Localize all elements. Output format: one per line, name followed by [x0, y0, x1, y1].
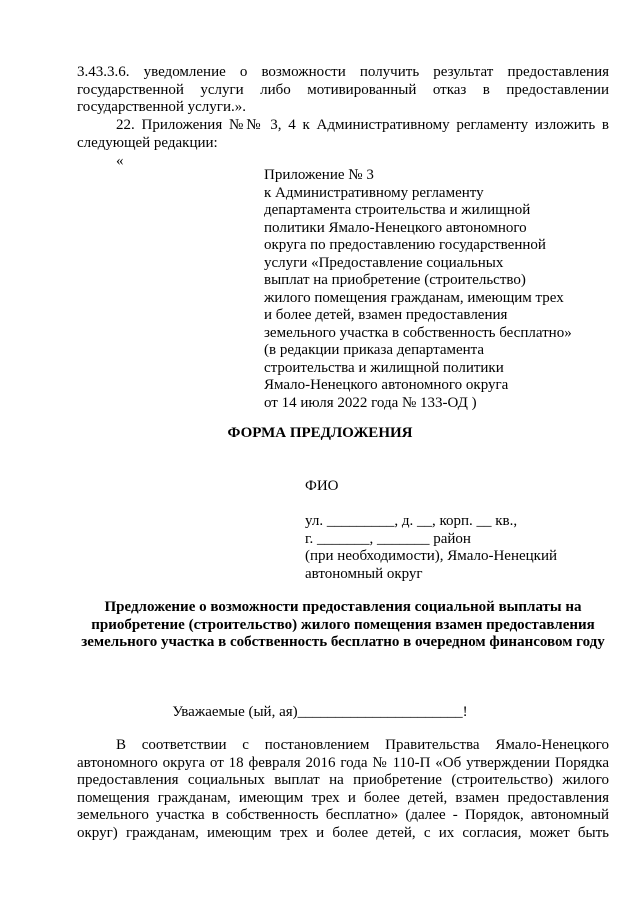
appendix-header-block — [264, 167, 609, 412]
proposal-title — [77, 599, 609, 652]
appendix-line: к Административному регламенту — [264, 184, 484, 201]
appendix-line: департамента строительства и жилищной — [264, 202, 531, 218]
appendix-line: выплат на приобретение (строительство) — [264, 272, 526, 288]
address-line: автономный округ — [305, 565, 423, 582]
form-title: ФОРМА ПРЕДЛОЖЕНИЯ — [227, 425, 413, 441]
appendix-line: от 14 июля 2022 года № 133-ОД ) — [264, 394, 477, 411]
appendix-line: земельного участка в собственность бесплатно» — [264, 324, 572, 341]
appendix-line: строительства и жилищной политики — [264, 359, 504, 376]
appendix-line: политики Ямало-Ненецкого автономного — [264, 219, 527, 236]
address-block — [305, 513, 610, 583]
opening-quote: « — [116, 153, 124, 169]
appendix-line: услуги «Предоставление социальных — [264, 254, 504, 271]
proposal-title-line: приобретение (строительство) жилого помещения взамен предоставления — [91, 616, 595, 633]
fio-label: ФИО — [305, 478, 339, 494]
appendix-line: Приложение № 3 — [264, 167, 374, 183]
appendix-line: Ямало-Ненецкого автономного округа — [264, 377, 509, 393]
paragraph-3-43-3-6: 3.43.3.6. уведомление о возможности получить результат предоставления государственной услуги либо мотивированный отказ в предоставлении государственной услуги.». — [77, 64, 609, 115]
address-line: ул. _________, д. __, корп. __ кв., — [305, 513, 518, 529]
appendix-line: жилого помещения гражданам, имеющим трех — [264, 289, 564, 306]
appendix-line: (в редакции приказа департамента — [264, 342, 485, 358]
appendix-line: округа по предоставлению государственной — [264, 237, 546, 253]
paragraph-22: 22. Приложения №№ 3, 4 к Административному регламенту изложить в следующей редакции: — [77, 117, 609, 151]
proposal-title-line: земельного участка в собственность бесплатно в очередном финансовом году — [81, 634, 605, 650]
address-line: (при необходимости), Ямало-Ненецкий — [305, 548, 558, 564]
proposal-title-line: Предложение о возможности предоставления социальной выплаты на — [104, 599, 582, 615]
address-line: г. _______, _______ район — [305, 530, 471, 547]
greeting-line: Уважаемые (ый, ая)______________________! — [172, 704, 468, 720]
body-paragraph: В соответствии с постановлением Правительства Ямало-Ненецкого автономного округа от 18 февраля 2016 года № 110-П «Об утверждении Порядка предоставления социальных выплат на приобретение (строительство) жилого помещения гражданам, имеющим трех и более детей, взамен предоставления земельного участка в собственность бесплатно» (далее - Порядок, автономный округ) гражданам, имеющим трех и более детей, с их согласия, может быть — [77, 737, 609, 841]
appendix-line: и более детей, взамен предоставления — [264, 307, 508, 323]
